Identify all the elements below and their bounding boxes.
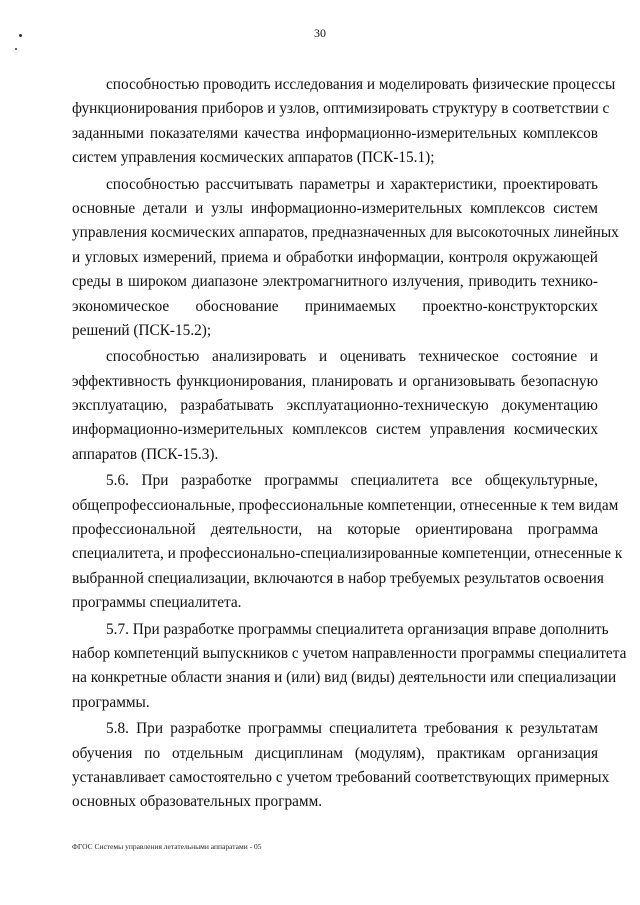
scan-speck <box>15 48 17 50</box>
paragraph <box>72 717 610 815</box>
text-line: эффективность функционирования, планировать и организовывать безопасную <box>72 372 598 390</box>
text-line: способностью рассчитывать параметры и характеристики, проектировать <box>106 175 598 193</box>
text-line: набор компетенций выпускников с учетом направленности программы специалитета <box>72 644 627 662</box>
document-footer: ФГОС Системы управления летательными аппаратами - 05 <box>72 842 262 851</box>
page-number: 30 <box>314 26 326 40</box>
text-line: управления космических аппаратов, предназначенных для высокоточных линейных <box>72 224 619 242</box>
document-body <box>72 73 627 817</box>
text-line: программы. <box>72 693 150 711</box>
text-line: 5.7. При разработке программы специалитета организация вправе дополнить <box>106 620 609 638</box>
text-line: экономическое обоснование принимаемых проектно-конструкторских <box>72 297 598 315</box>
text-line: среды в широком диапазоне электромагнитного излучения, приводить технико- <box>72 273 598 291</box>
text-line: способностью проводить исследования и моделировать физические процессы <box>106 76 616 93</box>
text-line: устанавливает самостоятельно с учетом требований соответствующих примерных <box>72 768 610 786</box>
text-line: способностью анализировать и оценивать техническое состояние и <box>106 348 598 366</box>
text-line: информационно-измерительных комплексов систем управления космических <box>72 421 598 439</box>
paragraph <box>72 73 616 171</box>
text-line: профессиональной деятельности, на которые ориентирована программа <box>72 521 598 539</box>
text-line: 5.8. При разработке программы специалитета требования к результатам <box>106 720 598 738</box>
text-line: решений (ПСК-15.2); <box>72 321 212 339</box>
text-line: аппаратов (ПСК-15.3). <box>72 445 219 463</box>
text-line: на конкретные области знания и (или) вид (виды) деятельности или специализации <box>72 669 617 687</box>
text-line: программы специалитета. <box>72 594 242 612</box>
text-line: основных образовательных программ. <box>72 793 323 811</box>
text-line: заданными показателями качества информационно-измерительных комплексов <box>72 124 598 142</box>
text-line: эксплуатацию, разрабатывать эксплуатационно-техническую документацию <box>72 397 598 415</box>
text-line: систем управления космических аппаратов (ПСК-15.1); <box>72 149 435 167</box>
paragraph <box>72 345 598 467</box>
text-line: общепрофессиональные, профессиональные компетенции, отнесенные к тем видам <box>72 496 619 514</box>
paragraph <box>72 173 619 344</box>
text-line: выбранной специализации, включаются в набор требуемых результатов освоения <box>72 569 604 587</box>
text-line: основные детали и узлы информационно-измерительных комплексов систем <box>72 199 598 217</box>
paragraph <box>72 469 623 615</box>
text-line: обучения по отдельным дисциплинам (модулям), практикам организация <box>72 744 598 762</box>
text-line: функционирования приборов и узлов, оптимизировать структуру в соответствии с <box>72 100 610 118</box>
text-line: 5.6. При разработке программы специалитета все общекультурные, <box>106 472 598 490</box>
text-line: и угловых измерений, приема и обработки информации, контроля окружающей <box>72 248 598 266</box>
text-line: специалитета, и профессионально-специализированные компетенции, отнесенные к <box>72 545 623 563</box>
paragraph <box>72 618 627 716</box>
